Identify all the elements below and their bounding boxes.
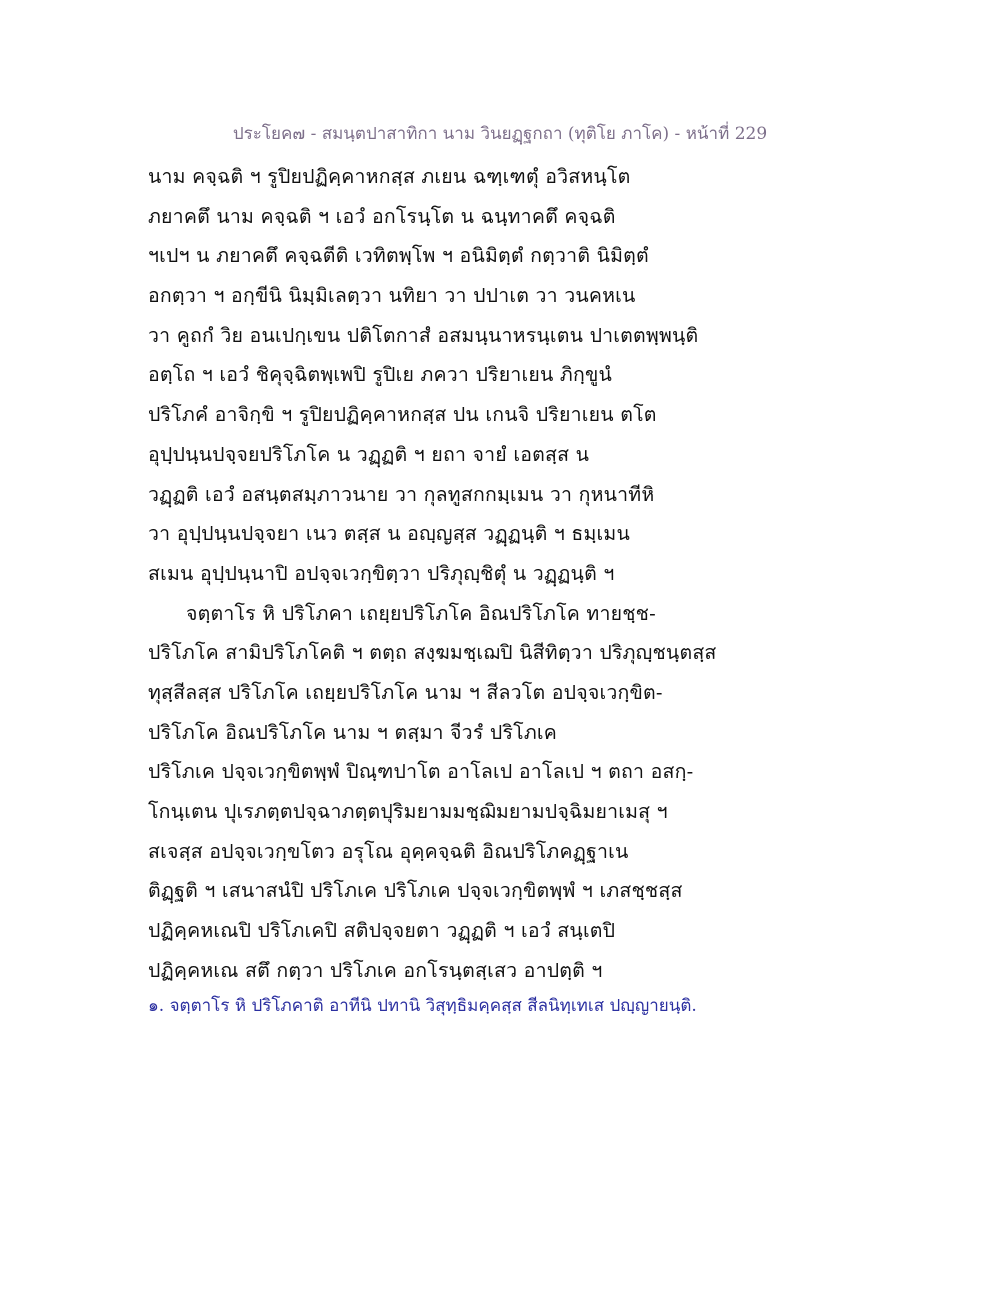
text-line-6: อตฺโถ ฯ เอวํ ชิคุจฺฉิตพฺเพปิ รูปิเย ภควา ปริยาเยน ภิกฺขูนํ xyxy=(148,363,613,387)
text-line-12: จตฺตาโร หิ ปริโภคา เถยฺยปริโภโค อิณปริโภโค ทายชฺช- xyxy=(186,601,656,625)
text-line-2: ภยาคตึ นาม คจฺฉติ ฯ เอวํ อกโรนฺโต น ฉนฺทาคตึ คจฺฉติ xyxy=(148,204,616,228)
text-line-16: ปริโภเค ปจฺจเวกฺขิตพฺพํ ปิณฺฑปาโต อาโลเป อาโลเป ฯ ตถา อสกฺ- xyxy=(148,760,694,784)
text-line-1: นาม คจฺฉติ ฯ รูปิยปฏิคฺคาหกสฺส ภเยน ฉฑฺเฑตุํ อวิสหนฺโต xyxy=(148,165,631,188)
text-line-13: ปริโภโค สามิปริโภโคติ ฯ ตตฺถ สงฺฆมชฺเฌปิ นิสีทิตฺวา ปริภุญฺชนฺตสฺส xyxy=(148,641,717,665)
text-line-21: ปฏิคฺคหเณ สตึ กตฺวา ปริโภเค อกโรนฺตสฺเสว อาปตฺติ ฯ xyxy=(148,958,603,982)
text-line-15: ปริโภโค อิณปริโภโค นาม ฯ ตสฺมา จีวรํ ปริโภเค xyxy=(148,720,557,744)
text-line-9: วฏฺฏติ เอวํ อสนฺตสมฺภาวนาย วา กุลทูสกกมฺเมน วา กุหนาทีหิ xyxy=(148,482,655,506)
text-line-8: อุปฺปนฺนปจฺจยปริโภโค น วฏฺฏติ ฯ ยถา จายํ เอตสฺส น xyxy=(148,442,590,466)
text-line-4: อกตฺวา ฯ อกฺขีนิ นิมฺมิเลตฺวา นทิยา วา ปปาเต วา วนคหเน xyxy=(148,284,636,308)
text-line-5: วา คูถกํ วิย อนเปกฺเขน ปติโตกาสํ อสมนฺนาหรนฺเตน ปาเตตพฺพนฺติ xyxy=(148,323,699,347)
text-line-14: ทุสฺสีลสฺส ปริโภโค เถยฺยปริโภโค นาม ฯ สีลวโต อปจฺจเวกฺขิต- xyxy=(148,680,663,704)
body-text xyxy=(148,157,868,990)
text-line-7: ปริโภคํ อาจิกฺขิ ฯ รูปิยปฏิคฺคาหกสฺส ปน เกนจิ ปริยาเยน ตโต xyxy=(148,403,657,427)
text-line-10: วา อุปฺปนฺนปจฺจยา เนว ตสฺส น อญฺญสฺส วฏฺฏนฺติ ฯ ธมฺเมน xyxy=(148,522,630,546)
text-line-3: ฯเปฯ น ภยาคตึ คจฺฉตีติ เวทิตพฺโพ ฯ อนิมิตฺตํ กตฺวาติ นิมิตฺตํ xyxy=(148,244,649,268)
footnote: ๑. จตฺตาโร หิ ปริโภคาติ อาทีนิ ปทานิ วิสุทฺธิมคฺคสฺส สีลนิทฺเทเส ปญฺญายนฺติ. xyxy=(148,996,697,1016)
paragraph-start-line xyxy=(148,594,868,634)
text-line-18: สเจสฺส อปจฺจเวกฺขโตว อรุโณ อุคฺคจฺฉติ อิณปริโภคฏฺฐาเน xyxy=(148,839,629,863)
text-line-11: สเมน อุปฺปนฺนาปิ อปจฺจเวกฺขิตฺวา ปริภุญฺชิตุํ น วฏฺฏนฺติ ฯ xyxy=(148,561,615,585)
text-line-20: ปฏิคฺคหเณปิ ปริโภเคปิ สติปจฺจยตา วฏฺฏติ ฯ เอวํ สนฺเตปิ xyxy=(148,919,616,943)
running-header: ประโยค๗ - สมนฺตปาสาทิกา นาม วินยฏฺฐกถา (ทุติโย ภาโค) - หน้าที่ 229 xyxy=(232,124,768,144)
text-line-17: โกนฺเตน ปุเรภตฺตปจฺฉาภตฺตปุริมยามมชฺฌิมยามปจฺฉิมยาเมสุ ฯ xyxy=(148,800,668,823)
text-line-19: ติฏฺฐติ ฯ เสนาสนํปิ ปริโภเค ปริโภเค ปจฺจเวกฺขิตพฺพํ ฯ เภสชฺชสฺส xyxy=(148,879,683,903)
